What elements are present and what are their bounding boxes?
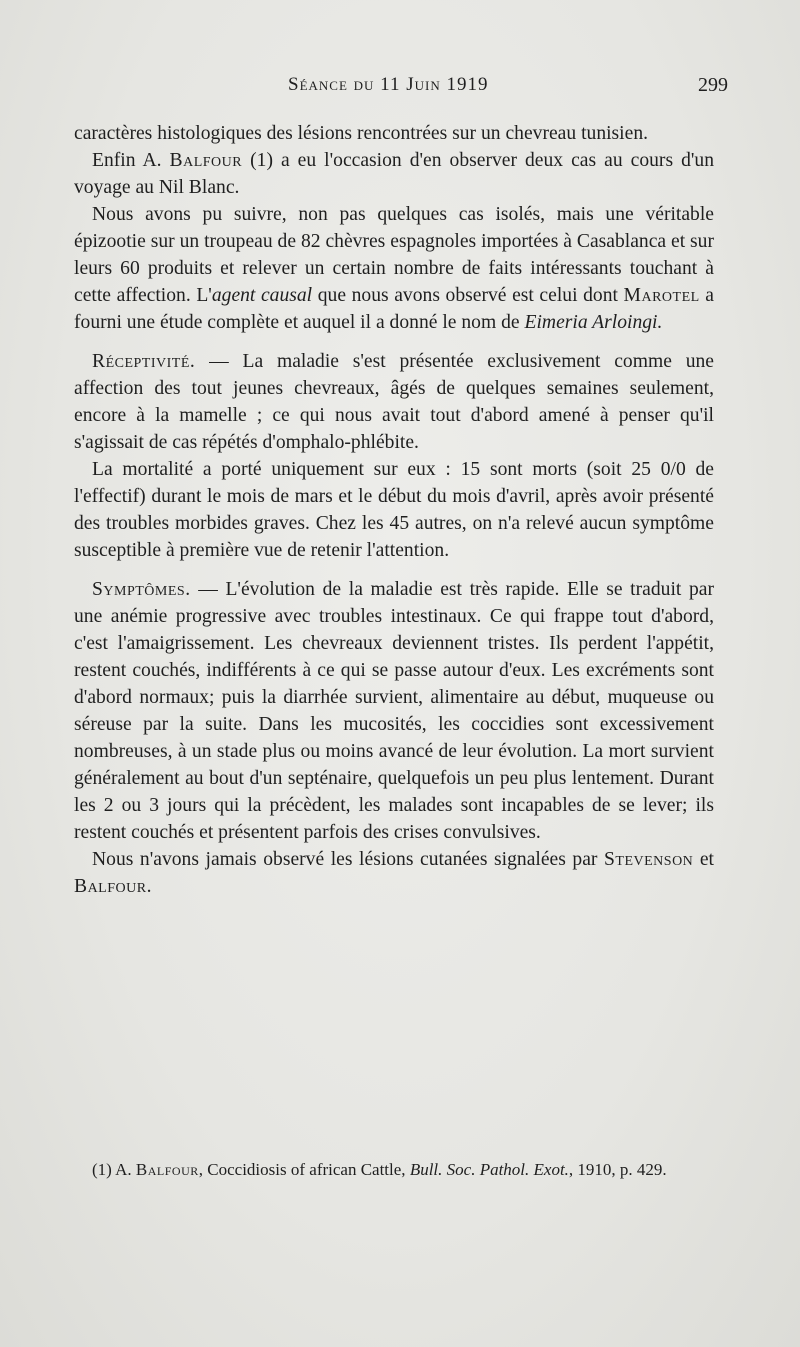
p7-text-b: et bbox=[693, 849, 714, 870]
body-text bbox=[74, 120, 714, 900]
paragraph-receptivite bbox=[74, 348, 714, 456]
p3-text-b: que nous avons observé est celui dont bbox=[312, 285, 624, 306]
paragraph-lesions bbox=[74, 846, 714, 900]
page-number: 299 bbox=[698, 74, 728, 96]
agent-causal: agent causal bbox=[211, 285, 313, 306]
author-balfour: Balfour bbox=[169, 150, 243, 171]
author-marotel: Marotel bbox=[623, 285, 700, 306]
paragraph-1: caractères histologiques des lésions rencontrées sur un chevreau tunisien. bbox=[74, 123, 649, 144]
footnote-journal: Bull. Soc. Pathol. Exot. bbox=[409, 1160, 569, 1179]
running-head: Séance du 11 Juin 1919 bbox=[288, 74, 489, 95]
p3-text-c: a fourni une étude complète et auquel il a donné le nom de bbox=[74, 285, 714, 333]
section-heading-receptivite: Réceptivité. bbox=[92, 351, 196, 372]
section-heading-symptomes: Symptômes. bbox=[92, 579, 191, 600]
p2-text-b: (1) a eu l'occasion d'en observer deux cas au cours d'un voyage au Nil Blanc. bbox=[74, 150, 715, 198]
paragraph-symptomes bbox=[74, 576, 714, 846]
p2-text-a: Enfin A. bbox=[92, 150, 170, 171]
footnote-text-b: , Coccidiosis of african Cattle, bbox=[198, 1160, 410, 1179]
author-stevenson: Stevenson bbox=[604, 849, 694, 870]
author-balfour-2: Balfour bbox=[74, 876, 147, 897]
footnote-text-c: , 1910, p. 429. bbox=[568, 1160, 667, 1179]
p6-text: — L'évolution de la maladie est très rapide. Elle se traduit par une anémie progressive avec troubles intestinaux. Ce qui frappe tout d'abord, c'est l'amaigrissement. Les chevreaux deviennent tristes. Ils perdent l'appétit, restent couchés, indifférents à ce qui se passe autour d'eux. Les excréments sont d'abord normaux; puis la diarrhée survient, alimentaire au début, muqueuse ou séreuse par la suite. Dans les mucosités, les coccidies sont excessivement nombreuses, à un stade plus ou moins avancé de leur évolution. La mort survient généralement au bout d'un septénaire, quelquefois un peu plus lentement. Durant les 2 ou 3 jours qui la précèdent, les malades sont incapables de se lever; ils restent couchés et présentent parfois des crises convulsives. bbox=[74, 579, 714, 843]
p7-text-a: Nous n'avons jamais observé les lésions cutanées signalées par bbox=[92, 849, 605, 870]
page-header bbox=[70, 74, 728, 104]
footnote-text-a: (1) A. bbox=[92, 1160, 136, 1179]
p7-text-c: . bbox=[146, 876, 152, 897]
footnote-author: Balfour bbox=[135, 1160, 199, 1179]
paragraph-mortalite: La mortalité a porté uniquement sur eux : 15 sont morts (soit 25 0/0 de l'effectif) durant le mois de mars et le début du mois d'avril, après avoir présenté des troubles morbides graves. Chez les 45 autres, on n'a relevé aucun symptôme susceptible à première vue de retenir l'attention. bbox=[74, 459, 714, 561]
paragraph-2 bbox=[74, 147, 714, 201]
species-name: Eimeria Arloingi. bbox=[524, 312, 663, 333]
p4-text: — La maladie s'est présentée exclusivement comme une affection des tout jeunes chevreaux, âgés de quelques semaines seulement, encore à la mamelle ; ce qui nous avait tout d'abord amené à penser qu'il s'agissait de cas répétés d'omphalo-phlébite. bbox=[74, 351, 714, 453]
p3-text-a: Nous avons pu suivre, non pas quelques cas isolés, mais une véritable épizootie sur un troupeau de 82 chèvres espagnoles importées à Casablanca et sur leurs 60 produits et relever un certain nombre de faits intéressants touchant à cette affection. L' bbox=[74, 204, 714, 306]
footnote bbox=[74, 1158, 714, 1182]
paragraph-3 bbox=[74, 201, 714, 336]
